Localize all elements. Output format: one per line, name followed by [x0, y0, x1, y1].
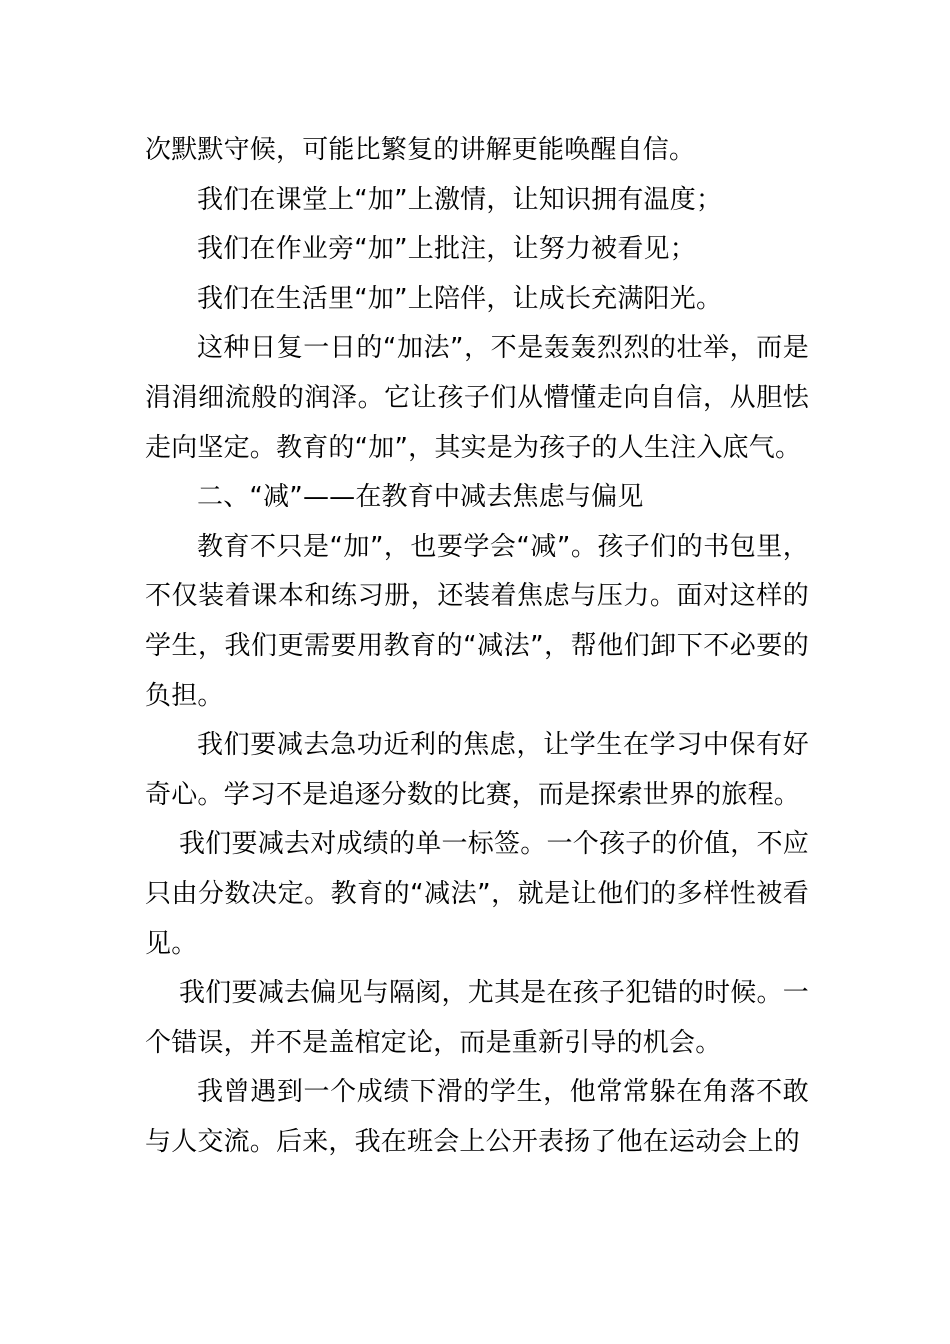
paragraph-reduce-bias: 我们要减去偏见与隔阂，尤其是在孩子犯错的时候。一个错误，并不是盖棺定论，而是重新引导的机会。 — [145, 978, 809, 1058]
paragraph-continuation: 次默默守候，可能比繁复的讲解更能唤醒自信。 — [145, 135, 696, 165]
section-heading-subtraction: 二、“减”——在教育中减去焦虑与偏见 — [197, 482, 644, 513]
paragraph-reduce-anxiety: 我们要减去急功近利的焦虑，让学生在学习中保有好奇心。学习不是追逐分数的比赛，而是探索世界的旅程。 — [145, 730, 809, 810]
paragraph-homework: 我们在作业旁“加”上批注，让努力被看见； — [197, 234, 696, 265]
paragraph-life: 我们在生活里“加”上陪伴，让成长充满阳光。 — [197, 283, 723, 314]
paragraph-addition-summary: 这种日复一日的“加法”，不是轰轰烈烈的壮举，而是涓涓细流般的润泽。它让孩子们从懵懂走向自信，从胆怯走向坚定。教育的“加”，其实是为孩子的人生注入底气。 — [145, 333, 809, 463]
paragraph-subtraction-intro: 教育不只是“加”，也要学会“减”。孩子们的书包里，不仅装着课本和练习册，还装着焦虑与压力。面对这样的学生，我们更需要用教育的“减法”，帮他们卸下不必要的负担。 — [145, 531, 809, 711]
paragraph-classroom: 我们在课堂上“加”上激情，让知识拥有温度； — [197, 184, 723, 215]
document-body — [145, 126, 809, 1167]
paragraph-student-story: 我曾遇到一个成绩下滑的学生，他常常躲在角落不敢与人交流。后来，我在班会上公开表扬了他在运动会上的 — [145, 1077, 809, 1157]
paragraph-reduce-labels: 我们要减去对成绩的单一标签。一个孩子的价值，不应只由分数决定。教育的“减法”，就是让他们的多样性被看见。 — [145, 829, 809, 959]
